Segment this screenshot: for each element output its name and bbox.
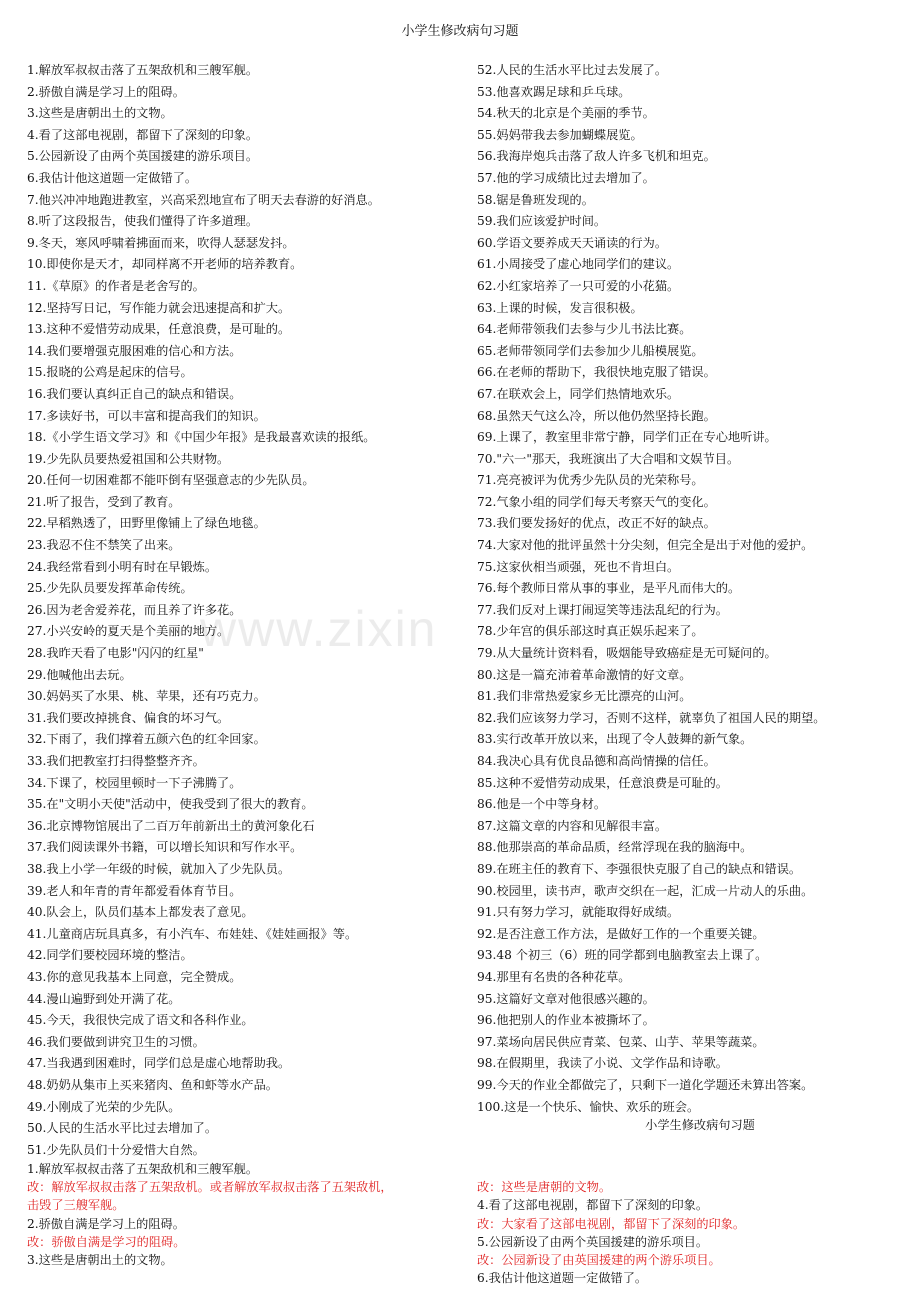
exercise-line: 66.在老师的帮助下，我很快地克服了错误。 xyxy=(477,365,716,380)
exercise-line: 12.坚持写日记，写作能力就会迅速提高和扩大。 xyxy=(27,300,291,315)
page-title: 小学生修改病句习题 xyxy=(401,24,519,39)
exercise-line: 1.解放军叔叔击落了五架敌机和三艘军舰。 xyxy=(27,1162,259,1176)
exercise-line: 35.在"文明小天使"活动中，使我受到了很大的教育。 xyxy=(27,797,314,812)
correction-line: 改：大家看了这部电视剧，都留下了深刻的印象。 xyxy=(477,1216,746,1231)
exercise-line: 36.北京博物馆展出了二百万年前新出土的黄河象化石 xyxy=(27,818,315,833)
exercise-line: 72.气象小组的同学们每天考察天气的变化。 xyxy=(477,494,716,509)
exercise-line: 70."六一"那天，我班演出了大合唱和文娱节目。 xyxy=(477,451,740,466)
exercise-line: 64.老师带领我们去参与少儿书法比赛。 xyxy=(477,322,692,337)
exercise-line: 38.我上小学一年级的时候，就加入了少先队员。 xyxy=(27,861,291,876)
left-column xyxy=(27,60,472,1161)
exercise-line: 53.他喜欢踢足球和乒乓球。 xyxy=(477,84,631,99)
exercise-line: 25.少先队员要发挥革命传统。 xyxy=(27,581,193,596)
exercise-line: 1.解放军叔叔击落了五架敌机和三艘军舰。 xyxy=(27,63,259,77)
exercise-line xyxy=(477,1160,917,1178)
watermark: www.zixin xyxy=(200,601,438,657)
exercise-line: 80.这是一篇充沛着革命激情的好文章。 xyxy=(477,667,692,682)
exercise-line: 33.我们把教室打扫得整整齐齐。 xyxy=(27,754,205,768)
exercise-line: 62.小红家培养了一只可爱的小花猫。 xyxy=(477,278,680,293)
exercise-line: 93.48 个初三（6）班的同学都到电脑教室去上课了。 xyxy=(477,948,768,963)
exercise-line: 11.《草原》的作者是老舍写的。 xyxy=(27,278,205,293)
exercise-line: 91.只有努力学习，就能取得好成绩。 xyxy=(477,905,680,920)
exercise-line: 94.那里有名贵的各种花草。 xyxy=(477,969,631,984)
exercise-line: 81.我们非常热爱家乡无比漂亮的山河。 xyxy=(477,689,692,704)
exercise-line: 20.任何一切困难都不能吓倒有坚强意志的少先队员。 xyxy=(27,473,315,488)
exercise-line: 97.菜场向居民供应青菜、包菜、山芋、苹果等蔬菜。 xyxy=(477,1034,765,1049)
exercise-line: 96.他把别人的作业本被撕坏了。 xyxy=(477,1013,655,1028)
exercise-line: 21.听了报告，受到了教育。 xyxy=(27,494,181,509)
exercise-line: 67.在联欢会上，同学们热情地欢乐。 xyxy=(477,386,680,401)
exercise-line: 5.公园新设了由两个英国援建的游乐项目。 xyxy=(27,149,259,164)
exercise-line: 42.同学们要校园环境的整洁。 xyxy=(27,948,193,963)
exercise-line: 9.冬天，寒风呼啸着拂面而来，吹得人瑟瑟发抖。 xyxy=(27,235,295,250)
exercise-line: 98.在假期里，我读了小说、文学作品和诗歌。 xyxy=(477,1056,728,1071)
answers-title: 小学生修改病句习题 xyxy=(645,1118,755,1132)
exercise-line: 86.他是一个中等身材。 xyxy=(477,797,607,812)
exercise-line: 57.他的学习成绩比过去增加了。 xyxy=(477,170,655,185)
exercise-line: 92.是否注意工作方法，是做好工作的一个重要关键。 xyxy=(477,926,765,941)
exercise-line: 89.在班主任的教育下、李强很快克服了自己的缺点和错误。 xyxy=(477,861,802,876)
exercise-line: 63.上课的时候，发言很积极。 xyxy=(477,300,643,315)
exercise-line: 76.每个教师日常从事的事业，是平凡而伟大的。 xyxy=(477,581,741,596)
exercise-line: 44.漫山遍野到处开满了花。 xyxy=(27,991,181,1006)
exercise-line: 79.从大量统计资料看，吸烟能导致癌症是无可疑问的。 xyxy=(477,646,777,661)
exercise-line: 47.当我遇到困难时，同学们总是虚心地帮助我。 xyxy=(27,1056,291,1071)
exercise-line: 83.实行改革开放以来，出现了令人鼓舞的新气象。 xyxy=(477,732,753,747)
exercise-line: 15.报晓的公鸡是起床的信号。 xyxy=(27,365,193,380)
exercise-line: 29.他喊他出去玩。 xyxy=(27,667,132,682)
exercise-line: 13.这种不爱惜劳动成果，任意浪费，是可耻的。 xyxy=(27,322,291,337)
exercise-line: 54.秋天的北京是个美丽的季节。 xyxy=(477,106,655,121)
exercise-line: 26.因为老舍爱养花，而且养了许多花。 xyxy=(27,602,242,617)
correction-line: 改：骄傲自满是学习的阻碍。 xyxy=(27,1234,186,1249)
exercise-line: 30.妈妈买了水果、桃、苹果，还有巧克力。 xyxy=(27,689,266,704)
exercise-line: 6.我估计他这道题一定做错了。 xyxy=(477,1271,648,1286)
exercise-line: 99.今天的作业全都做完了，只剩下一道化学题还未算出答案。 xyxy=(477,1077,814,1092)
exercise-line: 2.骄傲自满是学习上的阻碍。 xyxy=(27,84,185,99)
exercise-line: 3.这些是唐朝出土的文物。 xyxy=(27,106,173,121)
exercise-line: 55.妈妈带我去参加蝴蝶展览。 xyxy=(477,127,643,142)
exercise-line: 60.学语文要养成天天诵读的行为。 xyxy=(477,235,668,250)
exercise-line: 75.这家伙相当顽强，死也不肯坦白。 xyxy=(477,559,680,574)
exercise-line: 27.小兴安岭的夏天是个美丽的地方。 xyxy=(27,624,230,639)
exercise-line: 19.少先队员要热爱祖国和公共财物。 xyxy=(27,451,230,466)
exercise-line: 46.我们要做到讲究卫生的习惯。 xyxy=(27,1034,205,1049)
exercise-line: 17.多读好书，可以丰富和提高我们的知识。 xyxy=(27,408,266,423)
exercise-line: 5.公园新设了由两个英国援建的游乐项目。 xyxy=(477,1234,709,1249)
exercise-line: 6.我估计他这道题一定做错了。 xyxy=(27,170,198,185)
exercise-line: 2.骄傲自满是学习上的阻碍。 xyxy=(27,1216,185,1231)
exercise-line: 4.看了这部电视剧，都留下了深刻的印象。 xyxy=(477,1198,709,1213)
exercise-line: 3.这些是唐朝出土的文物。 xyxy=(27,1252,173,1267)
exercise-line: 88.他那崇高的革命品质，经常浮现在我的脑海中。 xyxy=(477,840,753,855)
exercise-line: 50.人民的生活水平比过去增加了。 xyxy=(27,1121,218,1136)
exercise-line: 65.老师带领同学们去参加少儿船模展览。 xyxy=(477,343,704,358)
exercise-line: 87.这篇文章的内容和见解很丰富。 xyxy=(477,818,668,833)
exercise-line: 32.下雨了，我们撑着五颜六色的红伞回家。 xyxy=(27,732,266,747)
right-column xyxy=(477,60,917,1118)
exercise-line: 7.他兴冲冲地跑进教室，兴高采烈地宣布了明天去春游的好消息。 xyxy=(27,192,380,207)
exercise-line: 48.奶奶从集市上买来猪肉、鱼和虾等水产品。 xyxy=(27,1077,278,1092)
exercise-line: 77.我们反对上课打闹逗笑等违法乱纪的行为。 xyxy=(477,602,728,617)
exercise-line: 10.即使你是天才，却同样离不开老师的培养教育。 xyxy=(27,257,303,272)
correction-line: 改：解放军叔叔击落了五架敌机。或者解放军叔叔击落了五架敌机， xyxy=(27,1180,393,1195)
exercise-line: 37.我们阅读课外书籍，可以增长知识和写作水平。 xyxy=(27,840,303,855)
exercise-line: 51.少先队员们十分爱惜大自然。 xyxy=(27,1142,205,1157)
exercise-line: 78.少年宫的俱乐部这时真正娱乐起来了。 xyxy=(477,624,704,639)
exercise-line: 4.看了这部电视剧，都留下了深刻的印象。 xyxy=(27,127,259,142)
exercise-line: 74.大家对他的批评虽然十分尖刻，但完全是出于对他的爱护。 xyxy=(477,538,814,553)
exercise-line: 24.我经常看到小明有时在早锻炼。 xyxy=(27,559,218,574)
exercise-line: 85.这种不爱惜劳动成果，任意浪费是可耻的。 xyxy=(477,775,728,790)
exercise-line: 61.小周接受了虚心地同学们的建议。 xyxy=(477,257,680,272)
exercise-line: 68.虽然天气这么冷，所以他仍然坚持长跑。 xyxy=(477,408,716,423)
exercise-line: 40.队会上，队员们基本上都发表了意见。 xyxy=(27,905,254,920)
exercise-line: 71.亮亮被评为优秀少先队员的光荣称号。 xyxy=(477,473,704,488)
correction-line: 改：公园新设了由英国援建的两个游乐项目。 xyxy=(477,1252,721,1267)
answers-left xyxy=(27,1160,472,1269)
exercise-line: 28.我昨天看了电影"闪闪的红星" xyxy=(27,646,204,661)
exercise-line: 82.我们应该努力学习，否则不这样，就辜负了祖国人民的期望。 xyxy=(477,710,826,725)
exercise-line: 41.儿童商店玩具真多，有小汽车、布娃娃、《娃娃画报》等。 xyxy=(27,926,358,941)
correction-line: 改：这些是唐朝的文物。 xyxy=(477,1180,612,1195)
exercise-line: 73.我们要发扬好的优点，改正不好的缺点。 xyxy=(477,516,716,531)
exercise-line: 22.早稻熟透了，田野里像铺上了绿色地毯。 xyxy=(27,516,266,531)
exercise-line: 16.我们要认真纠正自己的缺点和错误。 xyxy=(27,386,242,401)
exercise-line: 31.我们要改掉挑食、偏食的坏习气。 xyxy=(27,710,230,725)
exercise-line: 43.你的意见我基本上同意，完全赞成。 xyxy=(27,969,242,984)
exercise-line: 95.这篇好文章对他很感兴趣的。 xyxy=(477,991,655,1006)
exercise-line: 8.听了这段报告，使我们懂得了许多道理。 xyxy=(27,214,259,229)
exercise-line: 100.这是一个快乐、愉快、欢乐的班会。 xyxy=(477,1099,700,1114)
correction-line: 击毁了三艘军舰。 xyxy=(27,1198,125,1213)
exercise-line: 90.校园里，读书声，歌声交织在一起，汇成一片动人的乐曲。 xyxy=(477,883,814,898)
exercise-line: 58.锯是鲁班发现的。 xyxy=(477,192,594,207)
exercise-line: 14.我们要增强克服困难的信心和方法。 xyxy=(27,343,242,358)
exercise-line: 34.下课了，校园里顿时一下子沸腾了。 xyxy=(27,775,242,790)
exercise-line: 84.我决心具有优良品德和高尚情操的信任。 xyxy=(477,754,716,768)
exercise-line: 59.我们应该爱护时间。 xyxy=(477,214,607,229)
exercise-line: 56.我海岸炮兵击落了敌人许多飞机和坦克。 xyxy=(477,149,716,164)
exercise-line: 69.上课了，教室里非常宁静，同学们正在专心地听讲。 xyxy=(477,430,777,445)
exercise-line: 39.老人和年青的青年都爱看体育节目。 xyxy=(27,883,242,898)
exercise-line: 49.小刚成了光荣的少先队。 xyxy=(27,1099,181,1114)
exercise-line: 45.今天，我很快完成了语文和各科作业。 xyxy=(27,1013,254,1028)
exercise-line: 52.人民的生活水平比过去发展了。 xyxy=(477,63,668,77)
exercise-line: 18.《小学生语文学习》和《中国少年报》是我最喜欢读的报纸。 xyxy=(27,430,376,445)
exercise-line: 23.我忍不住不禁笑了出来。 xyxy=(27,538,181,553)
answers-right xyxy=(477,1160,917,1287)
